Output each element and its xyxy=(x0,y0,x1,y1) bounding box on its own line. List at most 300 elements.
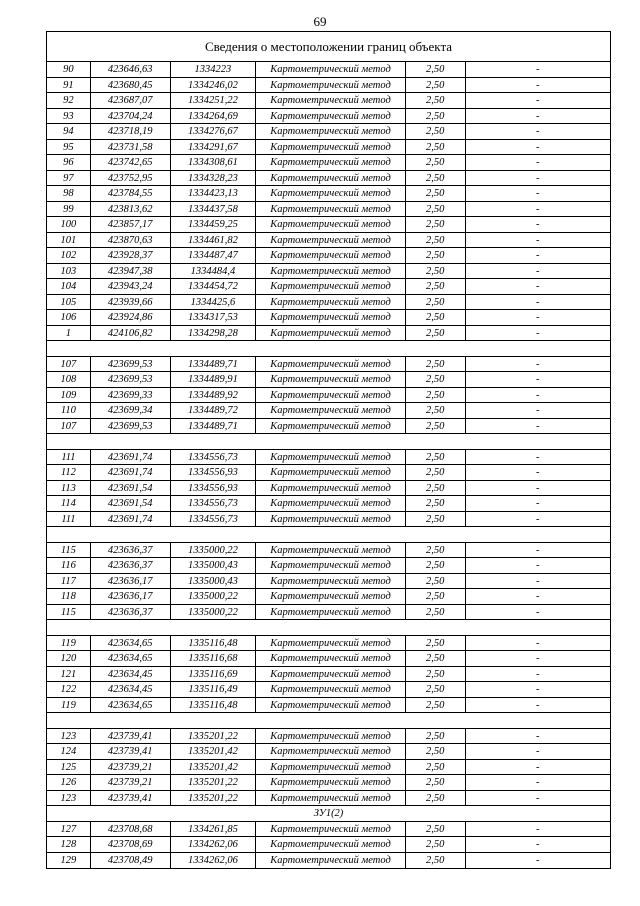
y-coordinate-cell: 1334246,02 xyxy=(171,78,257,93)
group-separator xyxy=(47,713,610,729)
description-cell: - xyxy=(536,219,540,230)
y-coordinate-cell: 1335000,43 xyxy=(171,558,257,573)
y-coordinate-cell: 1334308,61 xyxy=(171,155,257,170)
y-coordinate-cell: 1335201,22 xyxy=(171,775,257,790)
point-number-cell: 114 xyxy=(47,496,91,511)
x-coordinate-cell: 423708,69 xyxy=(91,837,171,852)
x-coordinate-cell: 423691,74 xyxy=(91,465,171,480)
method-cell: Картометрический метод xyxy=(256,155,405,170)
point-number-cell: 104 xyxy=(47,279,91,294)
method-cell: Картометрический метод xyxy=(256,481,405,496)
point-number-cell: 1 xyxy=(47,326,91,341)
x-coordinate-cell: 423699,33 xyxy=(91,388,171,403)
accuracy-cell: 2,50 xyxy=(406,636,466,651)
table-row xyxy=(47,791,610,807)
method-cell: Картометрический метод xyxy=(256,279,405,294)
point-number-cell: 99 xyxy=(47,202,91,217)
point-number-cell: 111 xyxy=(47,512,91,527)
table-row xyxy=(47,512,610,528)
table-row xyxy=(47,465,610,481)
method-cell: Картометрический метод xyxy=(256,651,405,666)
description-cell: - xyxy=(536,374,540,385)
y-coordinate-cell: 1334264,69 xyxy=(171,109,257,124)
method-cell: Картометрический метод xyxy=(256,822,405,837)
accuracy-cell: 2,50 xyxy=(406,667,466,682)
table-row xyxy=(47,682,610,698)
y-coordinate-cell: 1335116,49 xyxy=(171,682,257,697)
table-row xyxy=(47,140,610,156)
description-cell: - xyxy=(536,653,540,664)
accuracy-cell: 2,50 xyxy=(406,217,466,232)
group-separator xyxy=(47,620,610,636)
table-row xyxy=(47,372,610,388)
point-number-cell: 98 xyxy=(47,186,91,201)
description-cell: - xyxy=(536,126,540,137)
table-row xyxy=(47,667,610,683)
accuracy-cell: 2,50 xyxy=(406,357,466,372)
table-row xyxy=(47,264,610,280)
method-cell: Картометрический метод xyxy=(256,403,405,418)
method-cell: Картометрический метод xyxy=(256,264,405,279)
point-number-cell: 115 xyxy=(47,605,91,620)
y-coordinate-cell: 1335000,22 xyxy=(171,589,257,604)
accuracy-cell: 2,50 xyxy=(406,264,466,279)
accuracy-cell: 2,50 xyxy=(406,295,466,310)
method-cell: Картометрический метод xyxy=(256,465,405,480)
x-coordinate-cell: 423739,21 xyxy=(91,775,171,790)
point-number-cell: 112 xyxy=(47,465,91,480)
table-row xyxy=(47,853,610,869)
point-number-cell: 118 xyxy=(47,589,91,604)
x-coordinate-cell: 423636,37 xyxy=(91,543,171,558)
accuracy-cell: 2,50 xyxy=(406,78,466,93)
x-coordinate-cell: 423857,17 xyxy=(91,217,171,232)
method-cell: Картометрический метод xyxy=(256,682,405,697)
method-cell: Картометрический метод xyxy=(256,62,405,77)
y-coordinate-cell: 1334459,25 xyxy=(171,217,257,232)
x-coordinate-cell: 423634,65 xyxy=(91,651,171,666)
point-number-cell: 121 xyxy=(47,667,91,682)
accuracy-cell: 2,50 xyxy=(406,419,466,434)
table-row xyxy=(47,217,610,233)
x-coordinate-cell: 423699,53 xyxy=(91,372,171,387)
method-cell: Картометрический метод xyxy=(256,357,405,372)
method-cell: Картометрический метод xyxy=(256,372,405,387)
table-row xyxy=(47,496,610,512)
x-coordinate-cell: 423947,38 xyxy=(91,264,171,279)
y-coordinate-cell: 1334437,58 xyxy=(171,202,257,217)
point-number-cell: 120 xyxy=(47,651,91,666)
point-number-cell: 111 xyxy=(47,450,91,465)
description-cell: - xyxy=(536,203,540,215)
accuracy-cell: 2,50 xyxy=(406,450,466,465)
y-coordinate-cell: 1334423,13 xyxy=(171,186,257,201)
description-cell: - xyxy=(536,730,540,742)
point-number-cell: 97 xyxy=(47,171,91,186)
description-cell: - xyxy=(536,606,540,618)
description-cell: - xyxy=(536,699,540,711)
point-number-cell: 94 xyxy=(47,124,91,139)
point-number-cell: 101 xyxy=(47,233,91,248)
description-cell: - xyxy=(536,234,540,246)
description-cell: - xyxy=(536,188,540,199)
table-row xyxy=(47,78,610,94)
x-coordinate-cell: 423687,07 xyxy=(91,93,171,108)
table-row xyxy=(47,279,610,295)
method-cell: Картометрический метод xyxy=(256,744,405,759)
x-coordinate-cell: 423636,37 xyxy=(91,558,171,573)
point-number-cell: 93 xyxy=(47,109,91,124)
table-row xyxy=(47,450,610,466)
point-number-cell: 113 xyxy=(47,481,91,496)
point-number-cell: 105 xyxy=(47,295,91,310)
x-coordinate-cell: 423680,45 xyxy=(91,78,171,93)
accuracy-cell: 2,50 xyxy=(406,140,466,155)
description-cell: - xyxy=(536,265,540,277)
method-cell: Картометрический метод xyxy=(256,589,405,604)
point-number-cell: 115 xyxy=(47,543,91,558)
y-coordinate-cell: 1334298,28 xyxy=(171,326,257,341)
description-cell: - xyxy=(536,684,540,695)
y-coordinate-cell: 1334425,6 xyxy=(171,295,257,310)
accuracy-cell: 2,50 xyxy=(406,837,466,852)
table-row xyxy=(47,186,610,202)
table-row xyxy=(47,837,610,853)
point-number-cell: 106 xyxy=(47,310,91,325)
y-coordinate-cell: 1334223 xyxy=(171,62,257,77)
method-cell: Картометрический метод xyxy=(256,558,405,573)
method-cell: Картометрический метод xyxy=(256,729,405,744)
point-number-cell: 124 xyxy=(47,744,91,759)
table-row xyxy=(47,233,610,249)
x-coordinate-cell: 423924,86 xyxy=(91,310,171,325)
description-cell: - xyxy=(536,854,540,866)
description-cell: - xyxy=(536,823,540,835)
accuracy-cell: 2,50 xyxy=(406,202,466,217)
method-cell: Картометрический метод xyxy=(256,512,405,527)
y-coordinate-cell: 1334454,72 xyxy=(171,279,257,294)
method-cell: Картометрический метод xyxy=(256,543,405,558)
table-body xyxy=(47,62,610,868)
table-row xyxy=(47,729,610,745)
accuracy-cell: 2,50 xyxy=(406,853,466,869)
method-cell: Картометрический метод xyxy=(256,419,405,434)
point-number-cell: 91 xyxy=(47,78,91,93)
table-row xyxy=(47,822,610,838)
accuracy-cell: 2,50 xyxy=(406,62,466,77)
point-number-cell: 102 xyxy=(47,248,91,263)
x-coordinate-cell: 423636,17 xyxy=(91,574,171,589)
accuracy-cell: 2,50 xyxy=(406,124,466,139)
method-cell: Картометрический метод xyxy=(256,248,405,263)
accuracy-cell: 2,50 xyxy=(406,248,466,263)
description-cell: - xyxy=(536,172,540,184)
table-row xyxy=(47,248,610,264)
point-number-cell: 110 xyxy=(47,403,91,418)
description-cell: - xyxy=(536,560,540,571)
y-coordinate-cell: 1334489,92 xyxy=(171,388,257,403)
description-cell: - xyxy=(536,761,540,773)
description-cell: - xyxy=(536,389,540,401)
accuracy-cell: 2,50 xyxy=(406,512,466,527)
description-cell: - xyxy=(536,575,540,587)
point-number-cell: 90 xyxy=(47,62,91,77)
y-coordinate-cell: 1335201,42 xyxy=(171,760,257,775)
point-number-cell: 126 xyxy=(47,775,91,790)
method-cell: Картометрический метод xyxy=(256,202,405,217)
description-cell: - xyxy=(536,405,540,416)
y-coordinate-cell: 1334461,82 xyxy=(171,233,257,248)
description-cell: - xyxy=(536,141,540,153)
accuracy-cell: 2,50 xyxy=(406,589,466,604)
y-coordinate-cell: 1335116,48 xyxy=(171,698,257,713)
x-coordinate-cell: 423699,34 xyxy=(91,403,171,418)
point-number-cell: 122 xyxy=(47,682,91,697)
method-cell: Картометрический метод xyxy=(256,636,405,651)
x-coordinate-cell: 423784,55 xyxy=(91,186,171,201)
x-coordinate-cell: 423742,65 xyxy=(91,155,171,170)
x-coordinate-cell: 423939,66 xyxy=(91,295,171,310)
accuracy-cell: 2,50 xyxy=(406,574,466,589)
point-number-cell: 96 xyxy=(47,155,91,170)
table-row xyxy=(47,636,610,652)
point-number-cell: 108 xyxy=(47,372,91,387)
method-cell: Картометрический метод xyxy=(256,217,405,232)
method-cell: Картометрический метод xyxy=(256,574,405,589)
point-number-cell: 123 xyxy=(47,729,91,744)
y-coordinate-cell: 1335201,22 xyxy=(171,791,257,806)
y-coordinate-cell: 1334556,73 xyxy=(171,496,257,511)
y-coordinate-cell: 1334261,85 xyxy=(171,822,257,837)
point-number-cell: 123 xyxy=(47,791,91,806)
method-cell: Картометрический метод xyxy=(256,667,405,682)
method-cell: Картометрический метод xyxy=(256,775,405,790)
description-cell: - xyxy=(536,296,540,308)
x-coordinate-cell: 423718,19 xyxy=(91,124,171,139)
accuracy-cell: 2,50 xyxy=(406,698,466,713)
accuracy-cell: 2,50 xyxy=(406,310,466,325)
x-coordinate-cell: 423708,68 xyxy=(91,822,171,837)
y-coordinate-cell: 1335116,69 xyxy=(171,667,257,682)
y-coordinate-cell: 1334251,22 xyxy=(171,93,257,108)
section-label: ЗУ1(2) xyxy=(47,806,610,822)
table-row xyxy=(47,310,610,326)
method-cell: Картометрический метод xyxy=(256,124,405,139)
description-cell: - xyxy=(536,544,540,556)
table-row xyxy=(47,574,610,590)
x-coordinate-cell: 423691,74 xyxy=(91,512,171,527)
y-coordinate-cell: 1334487,47 xyxy=(171,248,257,263)
y-coordinate-cell: 1334556,93 xyxy=(171,465,257,480)
table-row xyxy=(47,124,610,140)
table-row xyxy=(47,388,610,404)
table-row xyxy=(47,589,610,605)
accuracy-cell: 2,50 xyxy=(406,481,466,496)
accuracy-cell: 2,50 xyxy=(406,822,466,837)
x-coordinate-cell: 423739,41 xyxy=(91,744,171,759)
description-cell: - xyxy=(536,777,540,788)
x-coordinate-cell: 423634,45 xyxy=(91,682,171,697)
description-cell: - xyxy=(536,327,540,339)
point-number-cell: 107 xyxy=(47,357,91,372)
table-title: Сведения о местоположении границ объекта xyxy=(47,32,610,62)
table-row xyxy=(47,62,610,78)
table-row xyxy=(47,295,610,311)
description-cell: - xyxy=(536,498,540,509)
x-coordinate-cell: 423636,17 xyxy=(91,589,171,604)
table-row xyxy=(47,419,610,435)
x-coordinate-cell: 423731,58 xyxy=(91,140,171,155)
y-coordinate-cell: 1335201,42 xyxy=(171,744,257,759)
table-row xyxy=(47,326,610,342)
point-number-cell: 119 xyxy=(47,636,91,651)
description-cell: - xyxy=(536,467,540,478)
method-cell: Картометрический метод xyxy=(256,186,405,201)
x-coordinate-cell: 423691,54 xyxy=(91,481,171,496)
accuracy-cell: 2,50 xyxy=(406,791,466,806)
description-cell: - xyxy=(536,64,540,75)
table-row xyxy=(47,171,610,187)
description-cell: - xyxy=(536,250,540,261)
group-separator xyxy=(47,527,610,543)
method-cell: Картометрический метод xyxy=(256,605,405,620)
method-cell: Картометрический метод xyxy=(256,326,405,341)
x-coordinate-cell: 423691,74 xyxy=(91,450,171,465)
method-cell: Картометрический метод xyxy=(256,109,405,124)
point-number-cell: 95 xyxy=(47,140,91,155)
table-row xyxy=(47,109,610,125)
table-row xyxy=(47,543,610,559)
accuracy-cell: 2,50 xyxy=(406,171,466,186)
x-coordinate-cell: 423739,21 xyxy=(91,760,171,775)
method-cell: Картометрический метод xyxy=(256,837,405,852)
description-cell: - xyxy=(536,281,540,292)
x-coordinate-cell: 423691,54 xyxy=(91,496,171,511)
accuracy-cell: 2,50 xyxy=(406,496,466,511)
accuracy-cell: 2,50 xyxy=(406,109,466,124)
x-coordinate-cell: 423634,65 xyxy=(91,698,171,713)
table-row xyxy=(47,93,610,109)
y-coordinate-cell: 1335116,48 xyxy=(171,636,257,651)
description-cell: - xyxy=(536,95,540,106)
method-cell: Картометрический метод xyxy=(256,698,405,713)
description-cell: - xyxy=(536,451,540,463)
accuracy-cell: 2,50 xyxy=(406,155,466,170)
accuracy-cell: 2,50 xyxy=(406,388,466,403)
x-coordinate-cell: 423943,24 xyxy=(91,279,171,294)
page-number: 69 xyxy=(313,14,327,29)
description-cell: - xyxy=(536,482,540,494)
y-coordinate-cell: 1335116,68 xyxy=(171,651,257,666)
point-number-cell: 125 xyxy=(47,760,91,775)
table-row xyxy=(47,760,610,776)
method-cell: Картометрический метод xyxy=(256,233,405,248)
y-coordinate-cell: 1334484,4 xyxy=(171,264,257,279)
accuracy-cell: 2,50 xyxy=(406,651,466,666)
point-number-cell: 119 xyxy=(47,698,91,713)
y-coordinate-cell: 1334317,53 xyxy=(171,310,257,325)
point-number-cell: 116 xyxy=(47,558,91,573)
point-number-cell: 100 xyxy=(47,217,91,232)
accuracy-cell: 2,50 xyxy=(406,186,466,201)
method-cell: Картометрический метод xyxy=(256,450,405,465)
method-cell: Картометрический метод xyxy=(256,791,405,806)
point-number-cell: 107 xyxy=(47,419,91,434)
accuracy-cell: 2,50 xyxy=(406,682,466,697)
table-row xyxy=(47,202,610,218)
table-row xyxy=(47,651,610,667)
boundary-table xyxy=(46,31,611,869)
point-number-cell: 92 xyxy=(47,93,91,108)
method-cell: Картометрический метод xyxy=(256,140,405,155)
accuracy-cell: 2,50 xyxy=(406,729,466,744)
x-coordinate-cell: 423634,65 xyxy=(91,636,171,651)
accuracy-cell: 2,50 xyxy=(406,93,466,108)
point-number-cell: 127 xyxy=(47,822,91,837)
y-coordinate-cell: 1334556,73 xyxy=(171,512,257,527)
y-coordinate-cell: 1334489,71 xyxy=(171,419,257,434)
description-cell: - xyxy=(536,792,540,804)
x-coordinate-cell: 423739,41 xyxy=(91,791,171,806)
table-row xyxy=(47,357,610,373)
accuracy-cell: 2,50 xyxy=(406,326,466,341)
method-cell: Картометрический метод xyxy=(256,853,405,869)
y-coordinate-cell: 1335201,22 xyxy=(171,729,257,744)
y-coordinate-cell: 1335000,43 xyxy=(171,574,257,589)
accuracy-cell: 2,50 xyxy=(406,465,466,480)
accuracy-cell: 2,50 xyxy=(406,775,466,790)
y-coordinate-cell: 1334556,93 xyxy=(171,481,257,496)
method-cell: Картометрический метод xyxy=(256,78,405,93)
table-row xyxy=(47,744,610,760)
method-cell: Картометрический метод xyxy=(256,93,405,108)
description-cell: - xyxy=(536,110,540,122)
x-coordinate-cell: 423699,53 xyxy=(91,419,171,434)
table-row xyxy=(47,481,610,497)
x-coordinate-cell: 423708,49 xyxy=(91,853,171,869)
method-cell: Картометрический метод xyxy=(256,295,405,310)
method-cell: Картометрический метод xyxy=(256,760,405,775)
x-coordinate-cell: 423704,24 xyxy=(91,109,171,124)
y-coordinate-cell: 1334489,71 xyxy=(171,357,257,372)
point-number-cell: 109 xyxy=(47,388,91,403)
accuracy-cell: 2,50 xyxy=(406,233,466,248)
accuracy-cell: 2,50 xyxy=(406,558,466,573)
x-coordinate-cell: 423699,53 xyxy=(91,357,171,372)
description-cell: - xyxy=(536,513,540,525)
description-cell: - xyxy=(536,358,540,370)
description-cell: - xyxy=(536,746,540,757)
table-row xyxy=(47,155,610,171)
point-number-cell: 117 xyxy=(47,574,91,589)
table-row xyxy=(47,605,610,621)
accuracy-cell: 2,50 xyxy=(406,543,466,558)
group-separator xyxy=(47,434,610,450)
x-coordinate-cell: 423634,45 xyxy=(91,667,171,682)
y-coordinate-cell: 1334489,72 xyxy=(171,403,257,418)
y-coordinate-cell: 1334291,67 xyxy=(171,140,257,155)
x-coordinate-cell: 423928,37 xyxy=(91,248,171,263)
method-cell: Картометрический метод xyxy=(256,388,405,403)
y-coordinate-cell: 1334556,73 xyxy=(171,450,257,465)
point-number-cell: 103 xyxy=(47,264,91,279)
x-coordinate-cell: 423739,41 xyxy=(91,729,171,744)
table-row xyxy=(47,558,610,574)
description-cell: - xyxy=(536,420,540,432)
accuracy-cell: 2,50 xyxy=(406,760,466,775)
point-number-cell: 128 xyxy=(47,837,91,852)
accuracy-cell: 2,50 xyxy=(406,605,466,620)
